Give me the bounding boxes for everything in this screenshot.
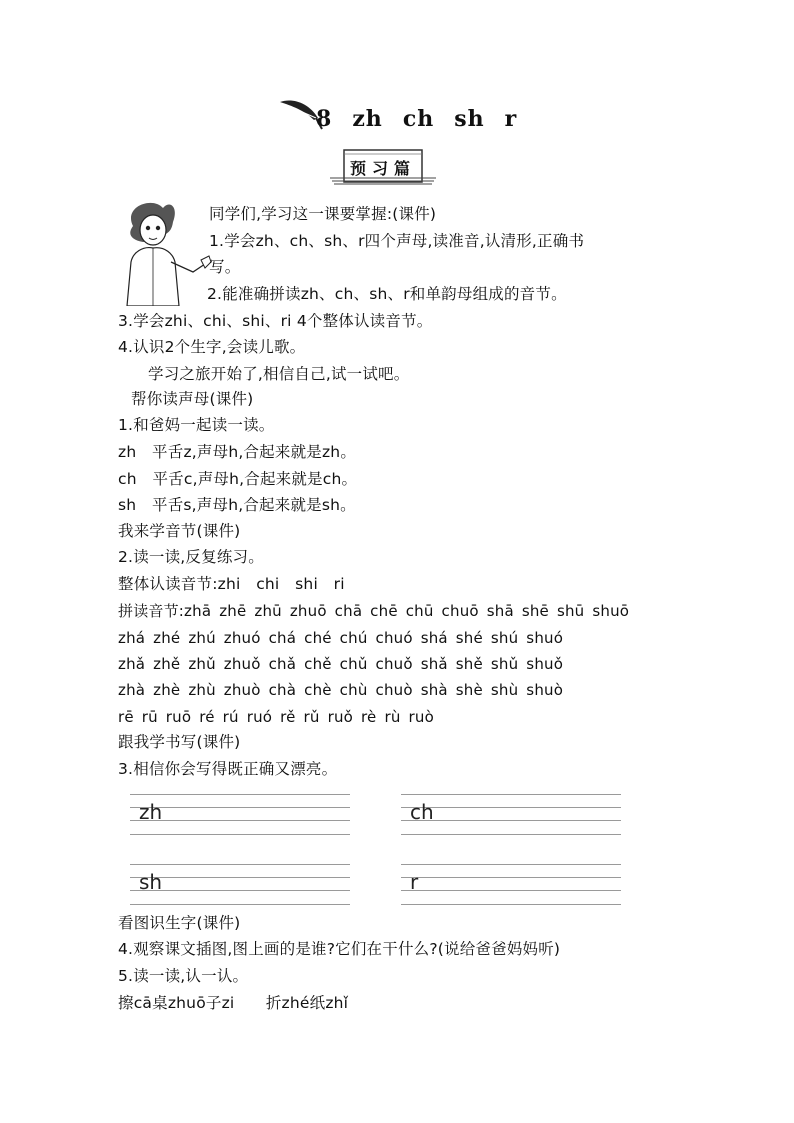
whole-syllables: 整体认读音节:zhi chi shi ri [118,575,345,593]
new-characters: 擦cā桌zhuō子zi 折zhé纸zhǐ [118,994,349,1012]
writing-label-sh: sh [139,870,163,894]
section-heading-shengmu: 帮你读声母(课件) [131,390,254,408]
section-heading-shuxie: 跟我学书写(课件) [118,733,241,751]
banner-title: 预习篇 [349,159,416,178]
writing-grid-sh[interactable] [130,864,350,906]
syllable-row-5: rē rū ruō ré rú ruó rě rǔ ruǒ rè rù ruò [118,708,434,726]
section-banner [330,148,436,188]
writing-grid-ch[interactable] [401,794,621,836]
syllable-row-1: 拼读音节:zhā zhē zhū zhuō chā chē chū chuō shā shē shū shuō [118,602,630,620]
zh-rule: zh 平舌z,声母h,合起来就是zh。 [118,443,357,461]
goal-3: 3.学会zhi、chi、shi、ri 4个整体认读音节。 [118,312,433,330]
ch-rule: ch 平舌c,声母h,合起来就是ch。 [118,470,358,488]
task-2: 2.读一读,反复练习。 [118,548,264,566]
writing-label-zh: zh [139,800,163,824]
section-heading-yinjie: 我来学音节(课件) [118,522,241,540]
goal-1-cont: 写。 [209,258,241,276]
writing-label-r: r [410,870,419,894]
task-4: 4.观察课文插图,图上画的是谁?它们在干什么?(说给爸爸妈妈听) [118,940,561,958]
writing-label-ch: ch [410,800,434,824]
task-3: 3.相信你会写得既正确又漂亮。 [118,760,338,778]
lesson-title: 8 zh ch sh r [316,106,518,132]
task-1: 1.和爸妈一起读一读。 [118,416,275,434]
goal-2: 2.能准确拼读zh、ch、sh、r和单韵母组成的音节。 [207,285,567,303]
encourage-text: 学习之旅开始了,相信自己,试一试吧。 [148,365,410,383]
syllable-row-2: zhá zhé zhú zhuó chá ché chú chuó shá shé shú shuó [118,629,564,647]
syllable-row-4: zhà zhè zhù zhuò chà chè chù chuò shà shè shù shuò [118,681,564,699]
section-heading-shizi: 看图识生字(课件) [118,914,241,932]
task-5: 5.读一读,认一认。 [118,967,249,985]
syllable-row-3: zhǎ zhě zhǔ zhuǒ chǎ chě chǔ chuǒ shǎ shě shǔ shuǒ [118,655,564,673]
sh-rule: sh 平舌s,声母h,合起来就是sh。 [118,496,356,514]
writing-grid-r[interactable] [401,864,621,906]
intro-text: 同学们,学习这一课要掌握:(课件) [209,205,437,223]
goal-1: 1.学会zh、ch、sh、r四个声母,读准音,认清形,正确书 [209,232,585,250]
goal-4: 4.认识2个生字,会读儿歌。 [118,338,306,356]
writing-grid-zh[interactable] [130,794,350,836]
teacher-illustration-icon [113,196,213,306]
